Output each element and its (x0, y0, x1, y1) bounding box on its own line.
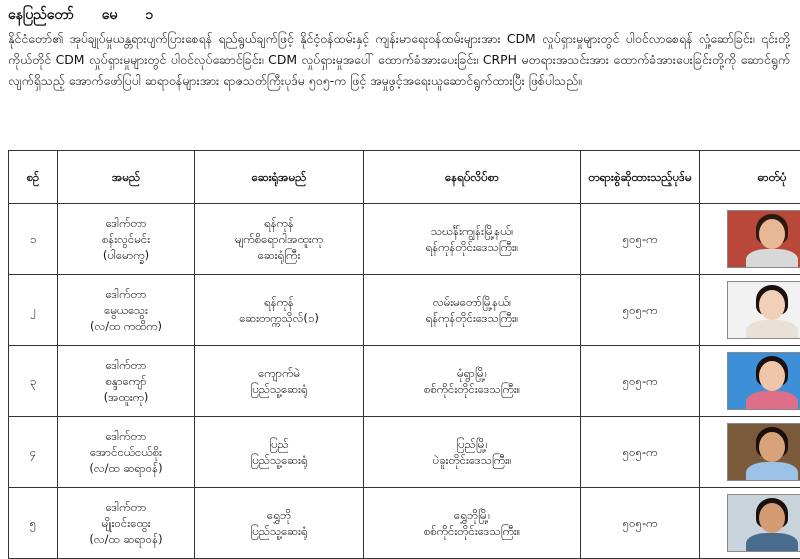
cell-hospital-line: ပြည်သူ့ဆေးရုံ (199, 452, 359, 468)
photo-face (759, 290, 785, 320)
header-address: နေရပ်လိပ်စာ (364, 151, 581, 204)
doctors-table (8, 150, 800, 559)
cell-hospital-line: ပြည်သူ့ဆေးရုံ (199, 381, 359, 397)
cell-name-line: (အထူးကု) (62, 389, 190, 405)
cell-address (364, 204, 581, 275)
portrait-photo (727, 423, 800, 481)
cell-hospital-line: ပြည် (199, 436, 359, 452)
photo-face (759, 503, 785, 533)
cell-name-line: ဒေါက်တာ (62, 499, 190, 515)
photo-face (759, 219, 785, 249)
cell-number: ၃ (9, 346, 58, 417)
cell-name-line: ဒေါက်တာ (62, 428, 190, 444)
cell-hospital (195, 204, 364, 275)
cell-name-line: (လ/ထ ကထိက) (62, 318, 190, 334)
cell-name-line: (လ/ထ ဆရာဝန်) (62, 531, 190, 547)
heading-title: နေပြည်တော် (8, 5, 74, 26)
heading-month: မေ (102, 5, 118, 26)
header-section: တရားစွဲဆိုထားသည့်ပုဒ်မ (581, 151, 700, 204)
cell-name-line: ဒေါက်တာ (62, 215, 190, 231)
cell-section: ၅၀၅-က (581, 204, 700, 275)
cell-name-line: စန္ဒာကျော် (62, 373, 190, 389)
cell-hospital-line: မျက်စိရောဂါအထူးကု (199, 231, 359, 247)
cell-hospital-line: ဆေးတက္ကသိုလ်(၁) (199, 310, 359, 326)
cell-section: ၅၀၅-က (581, 417, 700, 488)
cell-address-line: သဃင်္န်းကျွန်းမြို့နယ်၊ (368, 223, 576, 239)
cell-number: ၅ (9, 488, 58, 559)
cell-photo (700, 275, 800, 346)
portrait-photo (727, 210, 800, 268)
photo-face (759, 361, 785, 391)
header-photo: ဓာတ်ပုံ (700, 151, 800, 204)
cell-address-line: ရန်ကုန်တိုင်းဒေသကြီး။ (368, 239, 576, 255)
cell-address-line: စစ်ကိုင်းတိုင်းဒေသကြီး။ (368, 523, 576, 539)
photo-face (759, 432, 785, 462)
intro-paragraph: နိုင်ငံတော်၏ အုပ်ချုပ်မှုယန္တရားပျက်ပြားစေရန် ရည်ရွယ်ချက်ဖြင့် နိုင်ငံ့ဝန်ထမ်းနှင့် ကျန်းမာရေးဝန်ထမ်းများအား CDM လှုပ်ရှားမှုများတွင် ပါဝင်လာစေရန် လှုံ့ဆော်ခြင်း၊ ၎င်းတို့ကိုယ်တိုင် CDM လှုပ်ရှားမှုများတွင် ပါဝင်လုပ်ဆောင်ခြင်း၊ CDM လှုပ်ရှားမှုအပေါ် ထောက်ခံအားပေးခြင်း၊ CRPH မတရားအသင်းအား ထောက်ခံအားပေးခြင်းတို့ကို ဆောင်ရွက်လျက်ရှိသည့် အောက်ဖော်ပြပါ ဆရာဝန်များအား ရာဇသတ်ကြီးပုဒ်မ ၅၀၅-က ဖြင့် အမှုဖွင့်အရေးယူဆောင်ရွက်ထားပြီး ဖြစ်ပါသည်။ (8, 28, 790, 144)
cell-hospital-line: ဆေးရုံကြီး (199, 247, 359, 263)
photo-shoulders (746, 320, 798, 339)
cell-address (364, 275, 581, 346)
header-name: အမည် (58, 151, 195, 204)
cell-name-line: စန်းလွင်မင်း (62, 231, 190, 247)
table-body (9, 204, 800, 559)
cell-name-line: ဒေါက်တာ (62, 357, 190, 373)
cell-hospital-line: ကျောက်မဲ (199, 365, 359, 381)
cell-name-line: မျိုးဝင်းထွေး (62, 515, 190, 531)
cell-photo (700, 346, 800, 417)
cell-hospital-line: ရန်ကုန် (199, 294, 359, 310)
cell-hospital (195, 346, 364, 417)
cell-number: ၂ (9, 275, 58, 346)
cell-address-line: ရွှေဘိုမြို့၊ (368, 507, 576, 523)
cell-name (58, 488, 195, 559)
cell-name (58, 275, 195, 346)
cell-address-line: စစ်ကိုင်းတိုင်းဒေသကြီး။ (368, 381, 576, 397)
cell-address-line: ပြည်မြို့၊ (368, 436, 576, 452)
cell-hospital (195, 488, 364, 559)
cell-name (58, 346, 195, 417)
cell-address (364, 488, 581, 559)
cell-photo (700, 488, 800, 559)
cell-number: ၁ (9, 204, 58, 275)
cell-address-line: ပဲခူးတိုင်းဒေသကြီး။ (368, 452, 576, 468)
table-row (9, 417, 800, 488)
table-header-row (9, 151, 800, 204)
cell-hospital-line: ရွှေဘို (199, 507, 359, 523)
cell-name-line: (လ/ထ ဆရာဝန်) (62, 460, 190, 476)
cell-name (58, 204, 195, 275)
cell-hospital-line: ရန်ကုန် (199, 215, 359, 231)
photo-shoulders (746, 249, 798, 268)
portrait-photo (727, 494, 800, 552)
photo-shoulders (746, 533, 798, 552)
document-heading (8, 4, 790, 26)
cell-section: ၅၀၅-က (581, 346, 700, 417)
header-hospital: ဆေးရုံအမည် (195, 151, 364, 204)
table-row (9, 204, 800, 275)
cell-photo (700, 417, 800, 488)
cell-address-line: မုံရွာမြို့၊ (368, 365, 576, 381)
cell-name-line: ဒေါက်တာ (62, 286, 190, 302)
cell-hospital-line: ပြည်သူ့ဆေးရုံ (199, 523, 359, 539)
table-row (9, 275, 800, 346)
cell-address-line: ရန်ကုန်တိုင်းဒေသကြီး။ (368, 310, 576, 326)
cell-address (364, 417, 581, 488)
cell-hospital (195, 417, 364, 488)
table-row (9, 488, 800, 559)
photo-shoulders (746, 391, 798, 410)
header-number: စဉ် (9, 151, 58, 204)
cell-address (364, 346, 581, 417)
cell-hospital (195, 275, 364, 346)
table-row (9, 346, 800, 417)
cell-name (58, 417, 195, 488)
portrait-photo (727, 352, 800, 410)
heading-number: ၁ (145, 5, 153, 26)
cell-photo (700, 204, 800, 275)
cell-address-line: လမ်းမတော်မြို့နယ်၊ (368, 294, 576, 310)
cell-name-line: (ပါမောက္ခ) (62, 247, 190, 263)
cell-section: ၅၀၅-က (581, 275, 700, 346)
cell-name-line: အောင်ငယ်ငယ်စိုး (62, 444, 190, 460)
cell-section: ၅၀၅-က (581, 488, 700, 559)
cell-number: ၄ (9, 417, 58, 488)
portrait-photo (727, 281, 800, 339)
photo-shoulders (746, 462, 798, 481)
cell-name-line: မွေယသွေး (62, 302, 190, 318)
